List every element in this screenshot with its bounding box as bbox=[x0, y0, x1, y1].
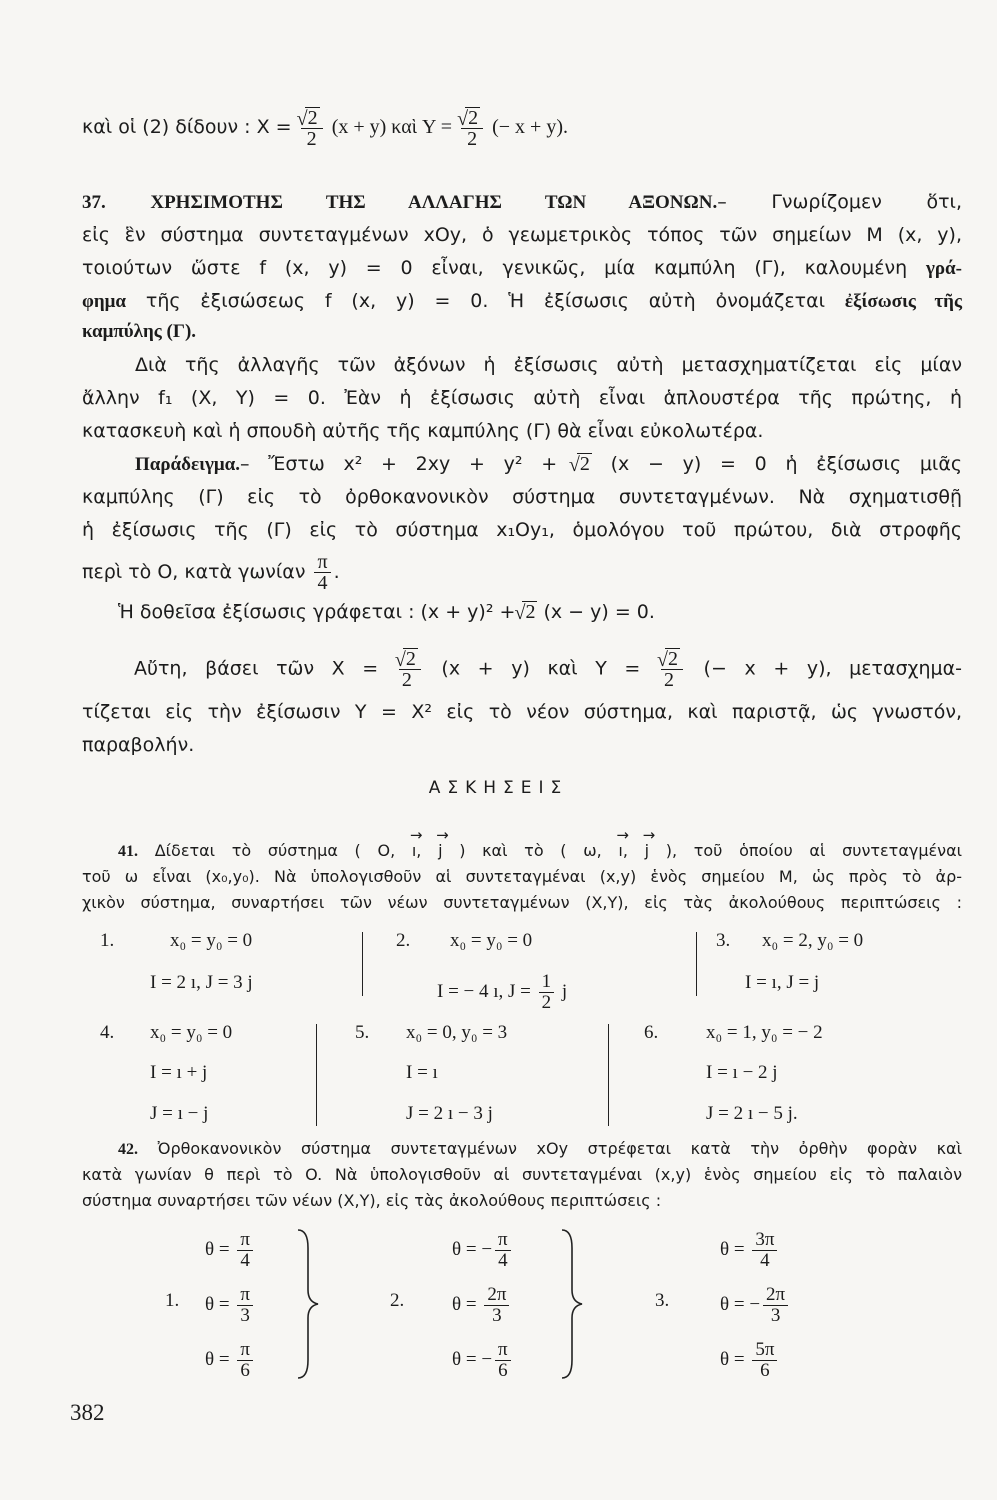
section-line7: ἄλλην f₁ (X, Y) = 0. Ἐὰν ἡ ἐξίσωσις αὐτὴ εἶναι ἁπλουστέρα τῆς πρώτης, ἡ bbox=[82, 387, 962, 409]
exercises-heading: ΑΣΚΗΣΕΙΣ bbox=[428, 778, 569, 798]
case-number: 3. bbox=[716, 930, 731, 951]
case-number: 5. bbox=[355, 1022, 370, 1043]
section-line8: κατασκευὴ καὶ ἡ σπουδὴ αὐτῆς τῆς καμπύλης (Γ) θὰ εἶναι εὐκολωτέρα. bbox=[82, 420, 764, 442]
theta-item bbox=[205, 1340, 256, 1381]
frac-den: 2 bbox=[306, 128, 317, 150]
page-number: 382 bbox=[70, 1400, 105, 1425]
frac-den: 3 bbox=[770, 1305, 781, 1326]
section-line5: καμπύλης (Γ). bbox=[82, 321, 197, 342]
sqrt-2: √ 2 bbox=[665, 648, 680, 669]
sign: − bbox=[481, 1238, 493, 1260]
ex41-line2: τοῦ ω εἶναι (x₀,y₀). Νὰ ὑπολογισθοῦν αἱ συντεταγμέναι (x,y) ἑνὸς σημείου M, ὡς πρὸς τὸ ἀρ- bbox=[82, 867, 962, 886]
frac-den: 3 bbox=[492, 1305, 502, 1326]
intro-frac-1 bbox=[301, 107, 323, 149]
case-number: 6. bbox=[644, 1022, 659, 1043]
frac-num: 2π bbox=[763, 1285, 788, 1306]
example-line1 bbox=[135, 452, 962, 477]
period: . bbox=[333, 561, 340, 583]
case-number: 1. bbox=[100, 930, 115, 951]
example-line6-a: Αὔτη, βάσει τῶν X = bbox=[134, 657, 379, 680]
sqrt-2: √ 2 bbox=[577, 453, 592, 474]
column-divider bbox=[362, 932, 363, 996]
theta-label: θ = bbox=[720, 1293, 745, 1315]
theta-frac bbox=[484, 1285, 509, 1326]
section-line3 bbox=[82, 256, 962, 281]
theta-item bbox=[205, 1285, 256, 1326]
example-line2: καμπύλης (Γ) εἰς τὸ ὀρθοκανονικὸν σύστημα συντεταγμένων. Νὰ σχηματισθῇ bbox=[82, 486, 962, 508]
theta-frac bbox=[237, 1230, 253, 1271]
intro-mid: (x + y) καὶ Y = bbox=[331, 116, 453, 138]
ex42-line1-text: Ὀρθοκανονικὸν σύστημα συντεταγμένων xOy στρέφεται κατὰ τὴν ὀρθὴν φορὰν καὶ bbox=[157, 1139, 963, 1158]
frac-den: 3 bbox=[240, 1305, 250, 1326]
frac-num: 5π bbox=[752, 1340, 777, 1361]
frac-den: 6 bbox=[760, 1360, 770, 1381]
case-vectors-j: J = ı − j bbox=[150, 1103, 209, 1124]
intro-prefix: καὶ οἱ (2) δίδουν : X = bbox=[82, 116, 292, 138]
case-vectors bbox=[437, 972, 567, 1013]
theta-frac bbox=[752, 1230, 777, 1271]
example-label: Παράδειγμα. bbox=[135, 454, 241, 475]
case-origin: x₀ = y₀ = 0 bbox=[450, 930, 533, 951]
case-origin: x₀ = 2, y₀ = 0 bbox=[762, 930, 864, 951]
frac-1-2 bbox=[539, 972, 555, 1013]
sign: − bbox=[481, 1348, 493, 1370]
frac-num: π bbox=[237, 1285, 253, 1306]
theta-item bbox=[452, 1285, 512, 1326]
ex42-line2: κατὰ γωνίαν θ περὶ τὸ O. Νὰ ὑπολογισθοῦν αἱ συντεταγμέναι (x,y) ἑνὸς σημείου εἰς τὸ παλαιὸν bbox=[82, 1165, 962, 1184]
ex42-number: 42. bbox=[118, 1141, 138, 1158]
theta-label: θ = bbox=[452, 1348, 477, 1370]
case-vectors-i: I = ı + j bbox=[150, 1062, 208, 1083]
case-vectors-i: I = ı bbox=[406, 1062, 438, 1083]
vector-i: → ı, bbox=[412, 840, 422, 862]
frac-den: 4 bbox=[498, 1250, 508, 1271]
case-number: 2. bbox=[396, 930, 411, 951]
example-line6-mid: (x + y) καὶ Y = bbox=[441, 657, 641, 680]
column-divider bbox=[608, 1024, 609, 1126]
frac-num: π bbox=[237, 1340, 253, 1361]
term-equation: ἐξίσωσις τῆς bbox=[844, 291, 962, 312]
section-line1: – Γνωρίζομεν ὅτι, bbox=[717, 191, 962, 213]
theta-label: θ = bbox=[205, 1348, 230, 1370]
intro-line bbox=[82, 107, 962, 149]
theta-label: θ = bbox=[205, 1238, 230, 1260]
example-line4-text: περὶ τὸ O, κατὰ γωνίαν bbox=[82, 561, 306, 583]
right-brace bbox=[560, 1228, 584, 1380]
vector-j: → j bbox=[645, 840, 649, 862]
intro-suffix: (− x + y). bbox=[492, 116, 568, 138]
theta-frac bbox=[495, 1230, 511, 1271]
case-vectors-text: I = − 4 ı, J = bbox=[437, 980, 531, 1002]
example-line7: τίζεται εἰς τὴν ἐξίσωσιν Y = X² εἰς τὸ νέον σύστημα, καὶ παριστᾷ, ὡς γνωστόν, bbox=[82, 701, 962, 723]
frac-den: 4 bbox=[760, 1250, 770, 1271]
theta-label: θ = bbox=[720, 1238, 745, 1260]
frac-sqrt2-2 bbox=[661, 648, 683, 690]
section-line4-text: τῆς ἐξισώσεως f (x, y) = 0. Ἡ ἐξίσωσις αὐτὴ ὀνομάζεται bbox=[145, 290, 826, 312]
section-number: 37. bbox=[82, 192, 106, 213]
theta-frac bbox=[237, 1285, 253, 1326]
group-number: 1. bbox=[165, 1290, 180, 1311]
theta-item bbox=[452, 1230, 514, 1271]
frac-pi-4 bbox=[314, 552, 330, 593]
frac-sqrt2-2 bbox=[399, 648, 421, 690]
example-line6 bbox=[134, 648, 962, 690]
frac-num: π bbox=[495, 1230, 511, 1251]
frac-num: π bbox=[237, 1230, 253, 1251]
ex41-line3: χικὸν σύστημα, συναρτήσει τῶν νέων συντεταγμένων (X,Y), εἰς τὰς ἀκολούθους περιπτώσεις : bbox=[82, 893, 962, 912]
term-graph-end: φημα bbox=[82, 291, 127, 312]
frac-den: 2 bbox=[541, 992, 552, 1013]
term-graph: γρά- bbox=[926, 258, 962, 279]
case-number: 4. bbox=[100, 1022, 115, 1043]
theta-item bbox=[720, 1285, 791, 1326]
theta-label: θ = bbox=[205, 1293, 230, 1315]
case-origin: x₀ = y₀ = 0 bbox=[150, 1022, 233, 1043]
case-vectors-i: I = ı − 2 j bbox=[706, 1062, 778, 1083]
frac-num: 3π bbox=[752, 1230, 777, 1251]
theta-item bbox=[205, 1230, 256, 1271]
theta-item bbox=[720, 1340, 780, 1381]
case-vectors: I = ı, J = j bbox=[745, 972, 820, 993]
section-line6: Διὰ τῆς ἀλλαγῆς τῶν ἀξόνων ἡ ἐξίσωσις αὐτὴ μετασχηματίζεται εἰς μίαν bbox=[135, 354, 962, 376]
sqrt-2: √ 2 bbox=[403, 648, 418, 669]
example-line3: ἡ ἐξίσωσις τῆς (Γ) εἰς τὸ σύστημα x₁Oy₁, ὁμολόγου τοῦ πρώτου, διὰ στροφῆς bbox=[82, 519, 962, 541]
frac-num: π bbox=[314, 552, 330, 573]
column-divider bbox=[316, 1024, 317, 1126]
ex41-line1-a: Δίδεται τὸ σύστημα ( O, bbox=[154, 841, 396, 860]
intro-frac-2 bbox=[461, 107, 483, 149]
vector-j: → j bbox=[438, 840, 442, 862]
theta-frac bbox=[237, 1340, 253, 1381]
group-number: 3. bbox=[655, 1290, 670, 1311]
frac-den: 6 bbox=[498, 1360, 508, 1381]
case-origin: x₀ = y₀ = 0 bbox=[170, 930, 253, 951]
theta-label: θ = bbox=[720, 1348, 745, 1370]
frac-num: 2π bbox=[484, 1285, 509, 1306]
sqrt-2: √ 2 bbox=[305, 107, 320, 128]
frac-num: π bbox=[495, 1340, 511, 1361]
section-line3-text: τοιούτων ὥστε f (x, y) = 0 εἶναι, γενικῶς, μία καμπύλη (Γ), καλουμένη bbox=[82, 257, 908, 279]
sign: − bbox=[749, 1293, 761, 1315]
case-vectors-tail: j bbox=[561, 980, 568, 1002]
theta-label: θ = bbox=[452, 1238, 477, 1260]
frac-den: 2 bbox=[467, 128, 478, 150]
example-line1-a: – Ἔστω x² + 2xy + y² + bbox=[240, 453, 558, 475]
example-line5 bbox=[118, 600, 997, 624]
right-brace bbox=[296, 1228, 320, 1380]
ex41-line1 bbox=[118, 840, 962, 863]
section-heading bbox=[82, 190, 962, 215]
example-line1-b: (x − y) = 0 ἡ ἐξίσωσις μιᾶς bbox=[610, 453, 963, 475]
vector-i: → ı, bbox=[618, 840, 628, 862]
case-origin: x₀ = 1, y₀ = − 2 bbox=[706, 1022, 823, 1043]
case-vectors-j: J = 2 ı − 3 j bbox=[406, 1103, 493, 1124]
frac-den: 4 bbox=[240, 1250, 250, 1271]
ex41-line1-b: ) καὶ τὸ ( ω, bbox=[459, 841, 602, 860]
theta-item bbox=[452, 1340, 514, 1381]
example-line8: παραβολήν. bbox=[82, 734, 195, 756]
theta-frac bbox=[495, 1340, 511, 1381]
section-line4 bbox=[82, 289, 962, 314]
example-line5-b: (x − y) = 0. bbox=[543, 601, 655, 623]
example-line6-b: (− x + y), μετασχημα- bbox=[703, 657, 962, 680]
frac-den: 2 bbox=[401, 669, 412, 691]
ex41-line1-c: ), τοῦ ὁποίου αἱ συντεταγμέναι bbox=[665, 841, 963, 860]
sqrt-2: √ 2 bbox=[522, 601, 537, 622]
example-line4 bbox=[82, 552, 962, 593]
ex41-number: 41. bbox=[118, 843, 138, 860]
theta-item bbox=[720, 1230, 780, 1271]
ex42-line3: σύστημα συναρτήσει τῶν νέων (X,Y), εἰς τὰς ἀκολούθους περιπτώσεις : bbox=[82, 1191, 662, 1210]
sqrt-2: √ 2 bbox=[465, 107, 480, 128]
case-vectors-j: J = 2 ı − 5 j. bbox=[706, 1103, 798, 1124]
frac-num: 1 bbox=[539, 972, 555, 993]
theta-frac bbox=[752, 1340, 777, 1381]
theta-label: θ = bbox=[452, 1293, 477, 1315]
section-line2: εἰς ἓν σύστημα συντεταγμένων xOy, ὁ γεωμετρικὸς τόπος τῶν σημείων M (x, y), bbox=[82, 224, 962, 246]
frac-den: 4 bbox=[317, 572, 328, 594]
ex42-line1 bbox=[118, 1138, 962, 1161]
example-line5-a: Ἡ δοθεῖσα ἐξίσωσις γράφεται : (x + y)² + bbox=[118, 601, 516, 623]
case-origin: x₀ = 0, y₀ = 3 bbox=[406, 1022, 508, 1043]
group-number: 2. bbox=[390, 1290, 405, 1311]
section-title: ΧΡΗΣΙΜΟΤΗΣ ΤΗΣ ΑΛΛΑΓΗΣ ΤΩΝ ΑΞΟΝΩΝ. bbox=[150, 192, 718, 213]
column-divider bbox=[696, 932, 697, 996]
frac-den: 6 bbox=[240, 1360, 250, 1381]
theta-frac bbox=[763, 1285, 788, 1326]
frac-den: 2 bbox=[663, 669, 674, 691]
case-vectors: I = 2 ı, J = 3 j bbox=[150, 972, 253, 993]
